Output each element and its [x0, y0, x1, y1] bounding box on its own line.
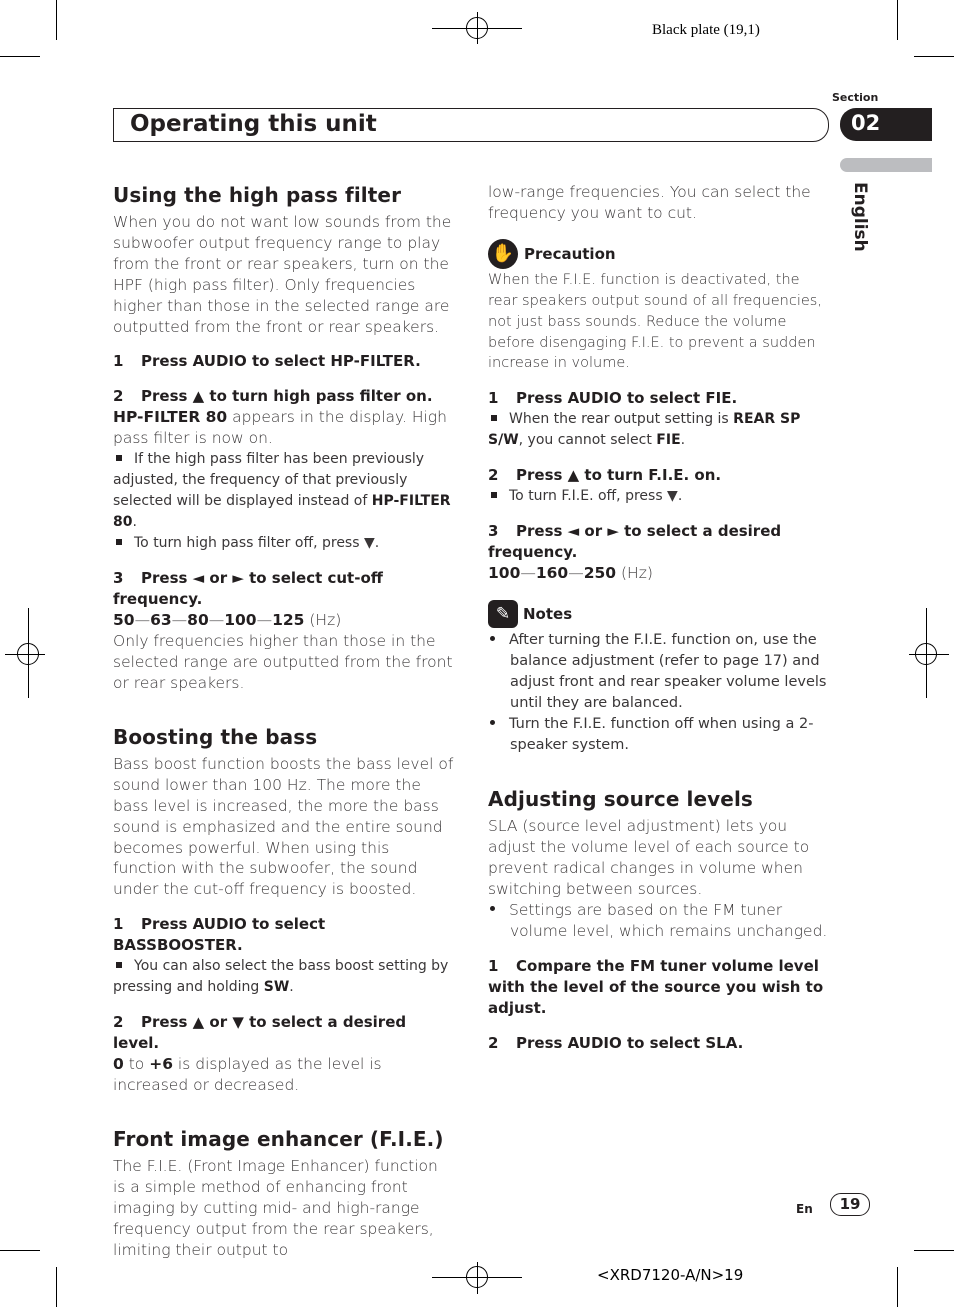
hpf-heading: Using the high pass filter: [113, 183, 402, 207]
crop-mark: [914, 1250, 954, 1251]
step-number: 2: [488, 466, 499, 485]
pencil-icon: ✎: [488, 600, 518, 628]
plate-label: Black plate (19,1): [652, 22, 760, 38]
footer-language-code: En: [796, 1202, 813, 1216]
bass-step-2: [113, 1012, 455, 1054]
precaution-header: [488, 238, 830, 270]
sla-intro: SLA (source level adjustment) lets you adjust the volume level of each source to prevent radical changes in volume when switching between sources.: [488, 817, 810, 898]
notes-item-2: Turn the F.I.E. function off when using a 2-speaker system.: [488, 714, 830, 756]
language-label: English: [850, 182, 870, 252]
step-number: 3: [488, 522, 499, 541]
notes-title: Notes: [523, 605, 573, 624]
precaution-text: When the F.I.E. function is deactivated, the rear speakers output sound of all frequencies, not just bass sounds. Reduce the volume before disengaging F.I.E. to prevent a sudden increase in volume.: [488, 271, 822, 372]
step-number: 3: [113, 569, 124, 588]
step-number: 1: [488, 389, 499, 408]
step-text: Press ◄ or ► to select cut-off frequency.: [113, 569, 383, 609]
bass-heading: Boosting the bass: [113, 724, 318, 749]
bass-intro: Bass boost function boosts the bass level of sound lower than 100 Hz. The more the bass level is increased, the more the bass sound is emphasized and the entire sound becomes powerful. When using this function with the subwoofer, the sound under the cut-off frequency is boosted.: [113, 754, 454, 899]
registration-circle: [466, 1266, 488, 1288]
square-bullet-icon: [491, 415, 497, 421]
sla-bullet: Settings are based on the FM tuner volume level, which remains unchanged.: [488, 900, 830, 942]
hpf-note-1: If the high pass filter has been previously adjusted, the frequency of that previously selected will be displayed instead of HP-FILTER 80.: [113, 451, 451, 531]
step-text: Press AUDIO to select HP-FILTER.: [141, 352, 421, 371]
step-text: Press ▲ or ▼ to select a desired level.: [113, 1013, 407, 1053]
bass-step-2-desc: 0 to +6 is displayed as the level is increased or decreased.: [113, 1055, 382, 1095]
registration-circle: [915, 643, 937, 665]
sla-step-1: [488, 956, 830, 1019]
crop-mark: [914, 56, 954, 57]
fie-freq-list: 100—160—250 (Hz): [488, 564, 653, 583]
step-number: 1: [113, 915, 124, 934]
step-number: 2: [488, 1033, 499, 1052]
notes-header: [488, 598, 830, 630]
square-bullet-icon: [116, 455, 122, 461]
fie-step-3: [488, 521, 830, 563]
notes-item-1: After turning the F.I.E. function on, use the balance adjustment (refer to page 17) and adjust front and rear speaker volume levels until they are balanced.: [488, 630, 830, 714]
page-title: Operating this unit: [130, 111, 377, 137]
document-code: <XRD7120-A/N>19: [597, 1266, 744, 1284]
left-column: [113, 182, 455, 1261]
fie-intro: The F.I.E. (Front Image Enhancer) function is a simple method of enhancing front imaging by cutting mid- and high-range frequency output from the rear speakers, limiting their output to: [113, 1157, 438, 1259]
step-text: Compare the FM tuner volume level with the level of the source you wish to adjust.: [488, 956, 824, 1017]
step-number: 1: [113, 352, 124, 371]
right-column: [488, 182, 830, 1054]
step-text: Press AUDIO to select BASSBOOSTER.: [113, 915, 326, 955]
registration-circle: [17, 643, 39, 665]
hpf-step-3-desc: Only frequencies higher than those in the selected range are outputted from the front or rear speakers.: [113, 632, 453, 692]
step-text: Press AUDIO to select FIE.: [516, 389, 738, 408]
hpf-freq-list: 50—63—80—100—125 (Hz): [113, 611, 342, 630]
square-bullet-icon: [491, 492, 497, 498]
hpf-step-2-desc: HP-FILTER 80 appears in the display. High pass filter is now on.: [113, 408, 447, 448]
section-label: Section: [832, 91, 879, 104]
fie-note-2: To turn F.I.E. off, press ▼.: [488, 486, 830, 507]
square-bullet-icon: [116, 962, 122, 968]
step-number: 1: [488, 956, 499, 975]
language-tab: [848, 182, 874, 262]
hpf-note-2: To turn high pass filter off, press ▼.: [113, 533, 455, 554]
dot-bullet-icon: [490, 720, 495, 725]
bass-note-1: You can also select the bass boost setting by pressing and holding SW.: [113, 958, 449, 996]
hpf-step-1: [113, 351, 455, 372]
page-number: 19: [830, 1193, 870, 1216]
registration-circle: [466, 17, 488, 39]
hpf-step-2: [113, 386, 455, 407]
hpf-intro: When you do not want low sounds from the subwoofer output frequency range to play from the front or rear speakers, turn on the HPF (high pass filter). Only frequencies higher than those in the selected range are outputted from the front or rear speakers.: [113, 213, 452, 336]
section-tab: [840, 108, 932, 141]
fie-step-1: [488, 388, 830, 409]
crop-mark: [0, 56, 40, 57]
bass-step-1: [113, 914, 455, 956]
fie-intro-continued: low-range frequencies. You can select the frequency you want to cut.: [488, 183, 811, 222]
fie-heading: Front image enhancer (F.I.E.): [113, 1127, 444, 1152]
hpf-step-3: [113, 568, 455, 610]
step-number: 2: [113, 1013, 124, 1032]
step-text: Press AUDIO to select SLA.: [516, 1033, 744, 1052]
hand-icon: ✋: [488, 239, 518, 269]
step-number: 2: [113, 387, 124, 406]
step-text: Press ▲ to turn high pass filter on.: [141, 387, 433, 406]
crop-mark: [56, 0, 57, 40]
fie-note-1: When the rear output setting is REAR SP S/W, you cannot select FIE.: [488, 411, 801, 449]
sla-step-2: [488, 1033, 830, 1054]
fie-step-2: [488, 465, 830, 486]
crop-mark: [897, 1267, 898, 1307]
crop-mark: [897, 0, 898, 40]
dot-bullet-icon: [490, 906, 495, 911]
page-title-bar: [113, 108, 829, 142]
sla-heading: Adjusting source levels: [488, 787, 753, 812]
display-text: HP-FILTER 80: [113, 408, 228, 427]
step-text: Press ▲ to turn F.I.E. on.: [516, 466, 722, 485]
side-tab-bar: [840, 158, 932, 172]
precaution-title: Precaution: [524, 244, 616, 263]
crop-mark: [0, 1250, 40, 1251]
dot-bullet-icon: [490, 636, 495, 641]
crop-mark: [56, 1267, 57, 1307]
section-number: 02: [851, 111, 881, 135]
step-text: Press ◄ or ► to select a desired frequency.: [488, 522, 782, 562]
square-bullet-icon: [116, 539, 122, 545]
